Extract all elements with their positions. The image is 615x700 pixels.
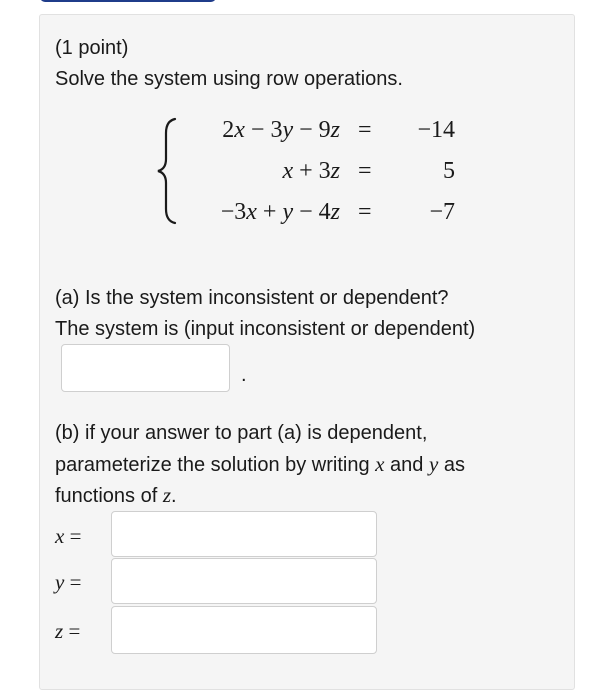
- part-a-prompt: The system is (input inconsistent or dependent): [55, 318, 476, 340]
- y-equals-label: y =: [55, 570, 82, 594]
- equation-row-2: [155, 158, 475, 188]
- equation-3-equals: =: [358, 199, 372, 225]
- equation-2-equals: =: [358, 158, 372, 184]
- z-function-input[interactable]: [111, 606, 377, 654]
- equation-row-1: [155, 117, 475, 147]
- problem-card: [39, 14, 575, 690]
- equation-row-3: [155, 199, 475, 229]
- y-function-input[interactable]: [111, 558, 377, 604]
- part-b-line-1: (b) if your answer to part (a) is dependent,: [55, 422, 428, 444]
- points-label: (1 point): [55, 37, 129, 59]
- instruction-text: Solve the system using row operations.: [55, 68, 403, 90]
- part-b-line-2: parameterize the solution by writing x and y as: [55, 452, 465, 476]
- z-equals-label: z =: [55, 619, 81, 643]
- equation-system: [155, 115, 475, 227]
- part-b-line-3: functions of z.: [55, 483, 177, 507]
- equation-1-equals: =: [358, 117, 372, 143]
- part-a-question: (a) Is the system inconsistent or dependent?: [55, 287, 449, 309]
- x-equals-label: x =: [55, 524, 82, 548]
- system-type-input[interactable]: [61, 344, 230, 392]
- equation-1-rhs: −14: [417, 117, 455, 143]
- equation-3-lhs: −3x + y − 4z: [220, 199, 340, 225]
- x-function-input[interactable]: [111, 511, 377, 557]
- top-tab-bar: [40, 0, 216, 2]
- equation-2-rhs: 5: [443, 158, 455, 184]
- equation-3-rhs: −7: [429, 199, 455, 225]
- part-a-period: .: [241, 364, 247, 386]
- equation-2-lhs: x + 3z: [282, 158, 340, 184]
- equation-1-lhs: 2x − 3y − 9z: [222, 117, 340, 143]
